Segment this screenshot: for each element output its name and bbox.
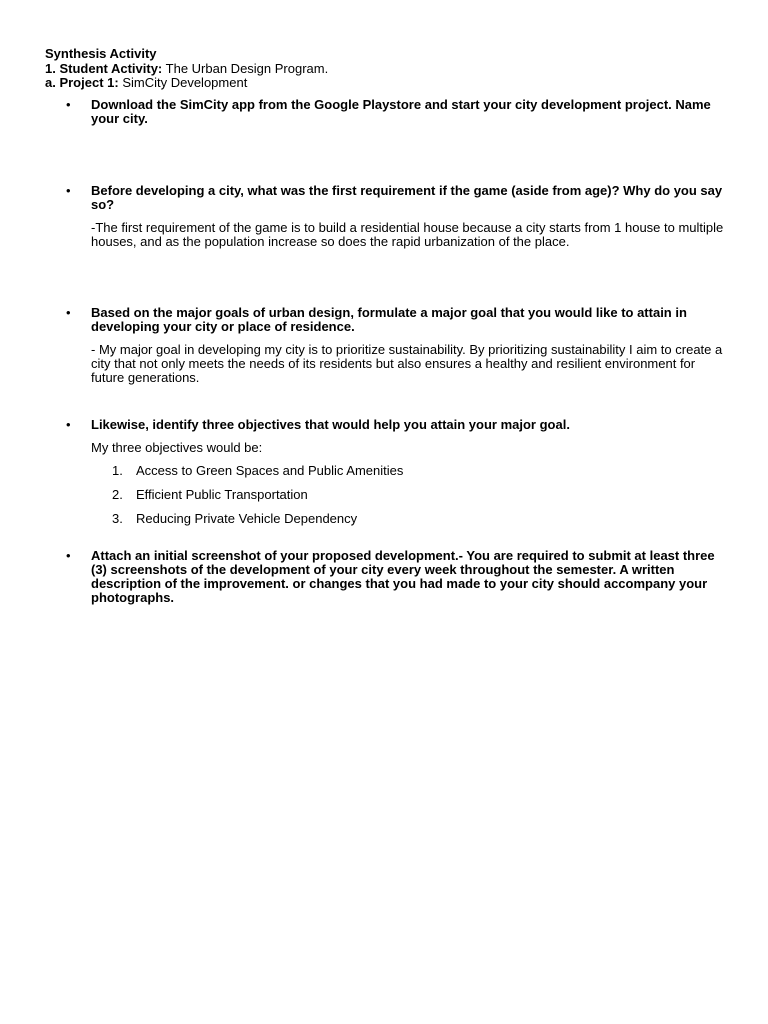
project-line — [45, 76, 728, 91]
bullet-icon: • — [66, 182, 71, 198]
list-item — [45, 549, 728, 605]
answer-text: My three objectives would be: — [91, 439, 263, 455]
objective-text: Efficient Public Transportation — [136, 486, 308, 502]
objective-number: 1. — [112, 462, 123, 478]
question-text: Before developing a city, what was the first requirement if the game (aside from age)? Why do you say so? — [91, 182, 723, 212]
list-item — [45, 98, 728, 126]
objective-text: Reducing Private Vehicle Dependency — [136, 510, 358, 526]
answer-text: -The first requirement of the game is to build a residential house because a city starts from 1 house to multiple houses, and as the population increase so does the rapid urbanization of the place. — [91, 219, 724, 249]
bullet-icon: • — [66, 547, 71, 563]
objective-item — [91, 512, 728, 526]
question-text: Download the SimCity app from the Google Playstore and start your city development project. Name your city. — [91, 96, 711, 126]
objective-text: Access to Green Spaces and Public Amenities — [136, 462, 404, 478]
question-text: Likewise, identify three objectives that would help you attain your major goal. — [91, 416, 570, 432]
bullet-icon: • — [66, 416, 71, 432]
bullet-icon: • — [66, 304, 71, 320]
answer-text: - My major goal in developing my city is to prioritize sustainability. By prioritizing sustainability I aim to create a city that not only meets the needs of its residents but also ensures a healthy and resilient environment for future generations. — [91, 341, 723, 385]
question-text: Based on the major goals of urban design, formulate a major goal that you would like to attain in developing your city or place of residence. — [91, 304, 687, 334]
objective-number: 3. — [112, 510, 123, 526]
bullet-icon: • — [66, 96, 71, 112]
question-text: Attach an initial screenshot of your proposed development.- You are required to submit at least three (3) screenshots of the development of your city every week throughout the semester. A written description of the improvement. or changes that you had made to your city should accompany your photographs. — [91, 547, 715, 605]
objective-item — [91, 488, 728, 502]
objectives-list — [91, 464, 728, 526]
list-item — [45, 184, 728, 249]
student-activity-line — [45, 62, 728, 77]
project-value: SimCity Development — [118, 75, 248, 90]
project-label: a. Project 1: — [45, 75, 119, 90]
document-title: Synthesis Activity — [45, 46, 157, 61]
student-activity-value: The Urban Design Program. — [162, 60, 329, 76]
list-item — [45, 418, 728, 526]
objective-number: 2. — [112, 486, 123, 502]
list-item — [45, 306, 728, 385]
student-activity-label: 1. Student Activity: — [45, 60, 163, 76]
objective-item — [91, 464, 728, 478]
